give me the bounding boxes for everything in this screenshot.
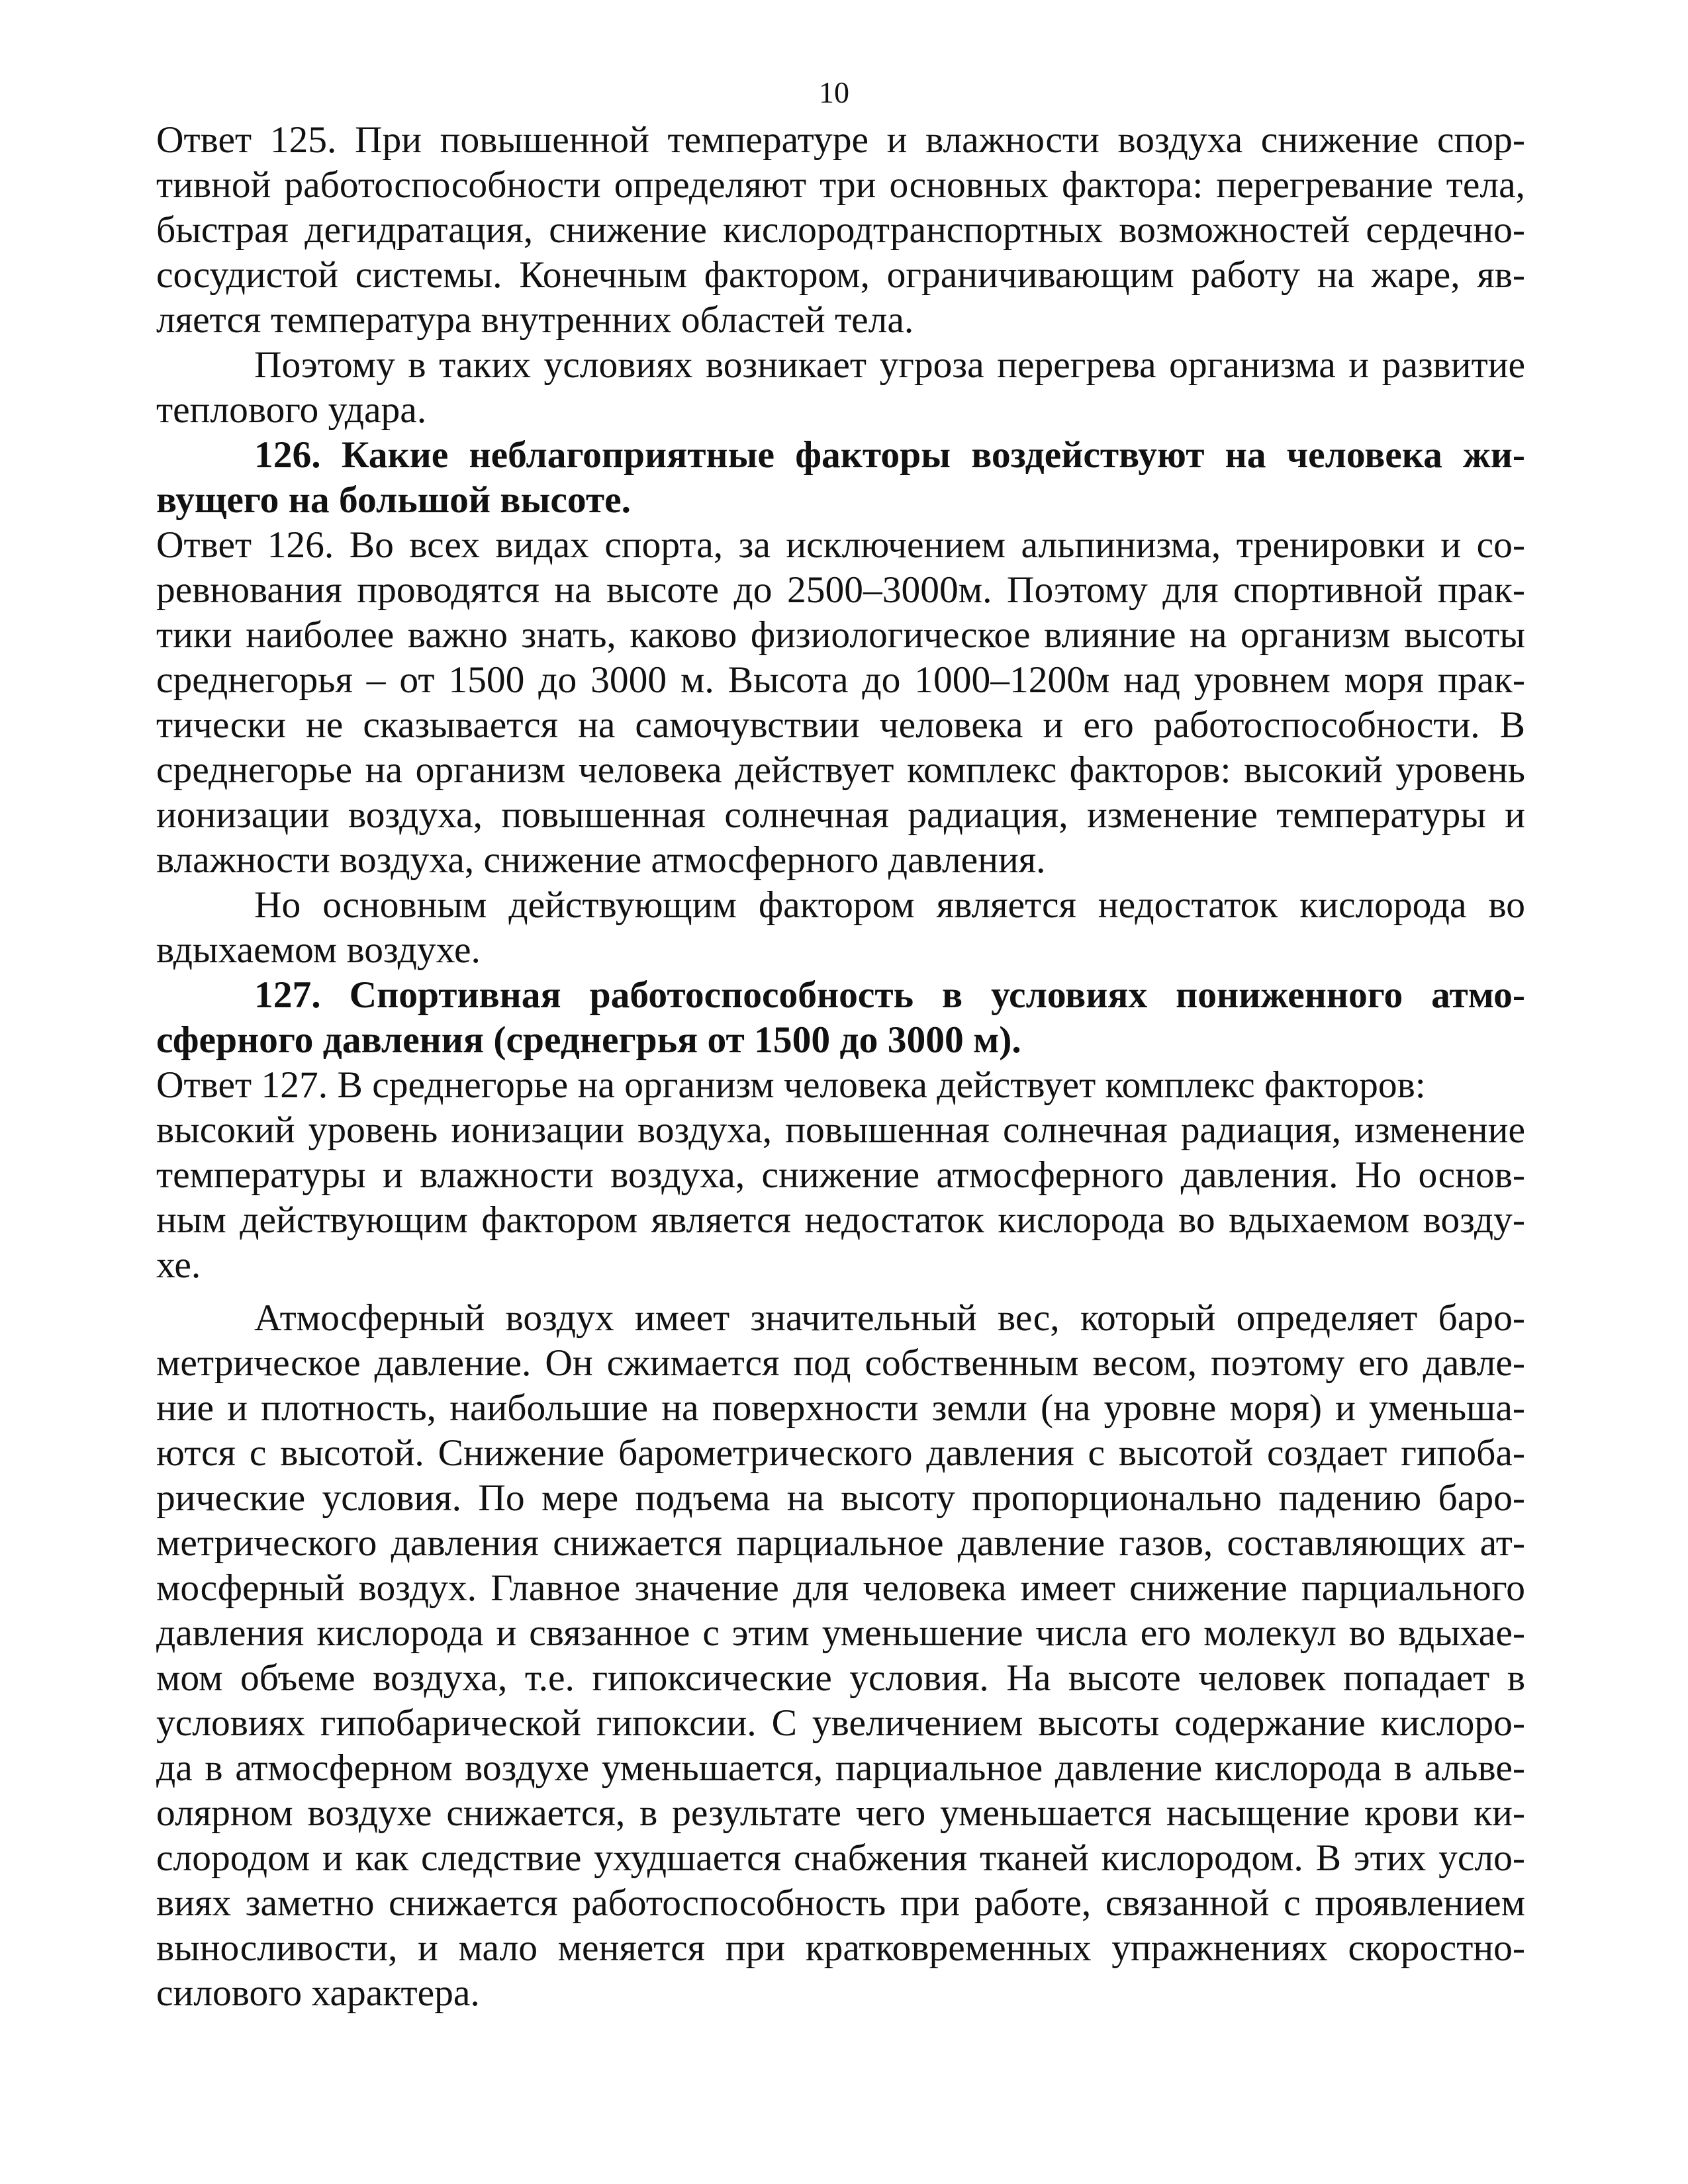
text-line: тически не сказывается на самочувствии человека и его работоспособности. В bbox=[156, 704, 1525, 746]
text-line: выносливости, и мало меняется при кратковременных упражнениях скоростно- bbox=[156, 1927, 1525, 1969]
text-line: температуры и влажности воздуха, снижение атмосферного давления. Но основ- bbox=[156, 1154, 1525, 1196]
text-line: хе. bbox=[156, 1244, 201, 1286]
question-127 bbox=[156, 973, 1525, 1063]
text-line: ревнования проводятся на высоте до 2500–3000м. Поэтому для спортивной прак- bbox=[156, 569, 1525, 611]
text-line: ются с высотой. Снижение барометрического давления с высотой создает гипоба- bbox=[156, 1432, 1525, 1474]
text-line: Но основным действующим фактором является недостаток кислорода во bbox=[254, 884, 1525, 926]
text-line: рические условия. По мере подъема на высоту пропорционально падению баро- bbox=[156, 1477, 1525, 1519]
text-line: быстрая дегидратация, снижение кислородтранспортных возможностей сердечно- bbox=[156, 209, 1525, 251]
text-line: да в атмосферном воздухе уменьшается, парциальное давление кислорода в альве- bbox=[156, 1747, 1525, 1789]
text-line: Ответ 125. При повышенной температуре и влажности воздуха снижение спор- bbox=[156, 119, 1525, 161]
question-126 bbox=[156, 433, 1525, 523]
text-line: вдыхаемом воздухе. bbox=[156, 929, 481, 971]
answer-125 bbox=[156, 118, 1525, 343]
text-line: метрического давления снижается парциальное давление газов, составляющих ат- bbox=[156, 1522, 1525, 1564]
paragraph-126-continuation bbox=[156, 883, 1525, 973]
text-line: теплового удара. bbox=[156, 389, 427, 431]
text-line: мосферный воздух. Главное значение для человека имеет снижение парциального bbox=[156, 1567, 1525, 1609]
text-line: влажности воздуха, снижение атмосферного давления. bbox=[156, 839, 1046, 881]
text-line: мом объеме воздуха, т.е. гипоксические условия. На высоте человек попадает в bbox=[156, 1657, 1525, 1699]
text-line: Ответ 127. В среднегорье на организм человека действует комплекс факторов: bbox=[156, 1064, 1426, 1106]
text-line: условиях гипобарической гипоксии. С увеличением высоты содержание кислоро- bbox=[156, 1702, 1525, 1744]
text-line: виях заметно снижается работоспособность при работе, связанной с проявлением bbox=[156, 1882, 1525, 1924]
text-line: среднегорья – от 1500 до 3000 м. Высота до 1000–1200м над уровнем моря прак- bbox=[156, 659, 1525, 701]
text-line: Поэтому в таких условиях возникает угроза перегрева организма и развитие bbox=[254, 344, 1525, 386]
paragraph-125-continuation bbox=[156, 343, 1525, 433]
text-line: ным действующим фактором является недостаток кислорода во вдыхаемом возду- bbox=[156, 1199, 1525, 1241]
document-page bbox=[156, 73, 1525, 2016]
question-heading-line: 127. Спортивная работоспособность в условиях пониженного атмо- bbox=[254, 974, 1525, 1016]
text-line: тики наиболее важно знать, каково физиологическое влияние на организм высоты bbox=[156, 614, 1525, 656]
text-line: Атмосферный воздух имеет значительный вес, который определяет баро- bbox=[254, 1297, 1525, 1339]
text-line: Ответ 126. Во всех видах спорта, за исключением альпинизма, тренировки и со- bbox=[156, 524, 1525, 566]
text-line: высокий уровень ионизации воздуха, повышенная солнечная радиация, изменение bbox=[156, 1109, 1525, 1151]
text-line: сосудистой системы. Конечным фактором, ограничивающим работу на жаре, яв- bbox=[156, 254, 1525, 296]
text-line: ние и плотность, наибольшие на поверхности земли (на уровне моря) и уменьша- bbox=[156, 1387, 1525, 1429]
paragraph-127-continuation bbox=[156, 1296, 1525, 2016]
text-line: среднегорье на организм человека действует комплекс факторов: высокий уровень bbox=[156, 749, 1525, 791]
question-heading-line: 126. Какие неблагоприятные факторы воздействуют на человека жи- bbox=[254, 434, 1525, 476]
answer-127 bbox=[156, 1063, 1525, 1288]
question-heading-line: сферного давления (среднегрья от 1500 до 3000 м). bbox=[156, 1019, 1021, 1061]
text-line: давления кислорода и связанное с этим уменьшение числа его молекул во вдыхае- bbox=[156, 1612, 1525, 1654]
text-line: олярном воздухе снижается, в результате чего уменьшается насыщение крови ки- bbox=[156, 1792, 1525, 1834]
text-line: ионизации воздуха, повышенная солнечная радиация, изменение температуры и bbox=[156, 794, 1525, 836]
text-line: силового характера. bbox=[156, 1972, 480, 2014]
text-line: тивной работоспособности определяют три основных фактора: перегревание тела, bbox=[156, 164, 1525, 206]
answer-126 bbox=[156, 523, 1525, 883]
page-number: 10 bbox=[819, 75, 849, 109]
question-heading-line: вущего на большой высоте. bbox=[156, 479, 632, 521]
text-line: ляется температура внутренних областей тела. bbox=[156, 299, 914, 341]
text-line: слородом и как следствие ухудшается снабжения тканей кислородом. В этих усло- bbox=[156, 1837, 1525, 1879]
text-line: метрическое давление. Он сжимается под собственным весом, поэтому его давле- bbox=[156, 1342, 1525, 1384]
